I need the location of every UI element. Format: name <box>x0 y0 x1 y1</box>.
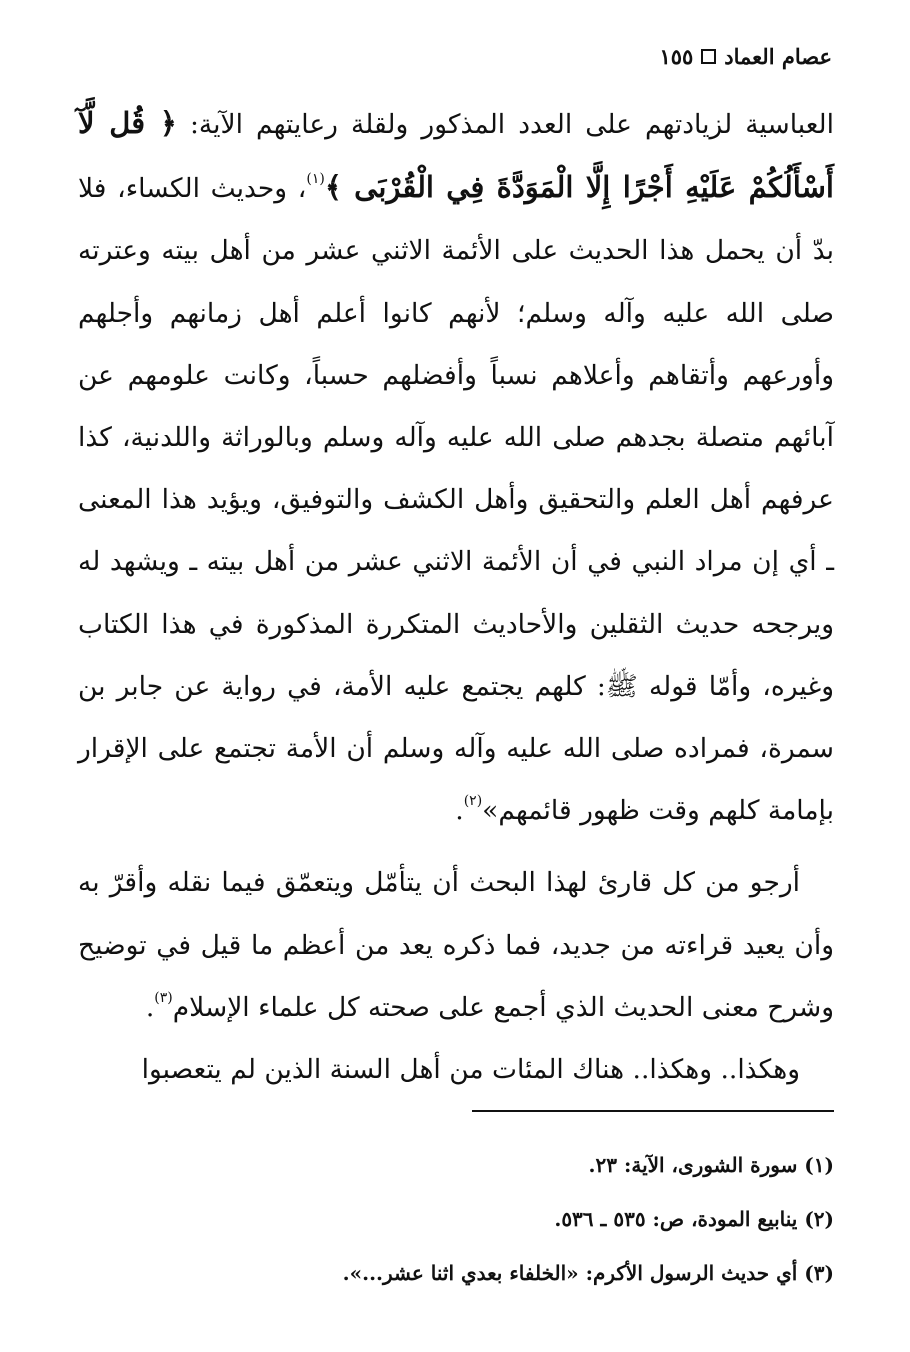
footnote-ref-3[interactable]: (٣) <box>154 989 173 1006</box>
quran-verse: ﴿ قُل لَّآ أَسْأَلُكُمْ عَلَيْهِ أَجْرًا إِلَّا الْمَوَدَّةَ فِي الْقُرْبَى ﴾ <box>78 106 834 205</box>
footnote-2: (٢) ينابيع المودة، ص: ٥٣٥ ـ ٥٣٦. <box>554 1207 834 1231</box>
footnote-ref-1[interactable]: (١) <box>306 171 325 188</box>
separator-square-icon <box>701 49 716 64</box>
paragraph-2 <box>78 852 834 1039</box>
paragraph-1 <box>78 92 834 842</box>
paragraph-1-text-b: ، وحديث الكساء، فلا بدّ أن يحمل هذا الحديث على الأئمة الاثني عشر من أهل بيته وعترته صلى الله عليه وآله وسلم؛ لأنهم كانوا أعلم أهل زمانهم وأجلهم وأورعهم وأتقاهم وأعلاهم نسباً وأفضلهم حسباً، وكانت علومهم عن آبائهم متصلة بجدهم صلى الله عليه وآله وسلم وبالوراثة واللدنية، كذا عرفهم أهل العلم والتحقيق وأهل الكشف والتوفيق، ويؤيد هذا المعنى ـ أي إن مراد النبي في أن الأئمة الاثني عشر من أهل بيته ـ ويشهد له ويرجحه حديث الثقلين والأحاديث المتكررة المذكورة في هذا الكتاب وغيره، وأمّا قوله ﷺ: كلهم يجتمع عليه الأمة، في رواية عن جابر بن سمرة، فمراده صلى الله عليه وآله وسلم أن الأمة تجتمع على الإقرار بإمامة كلهم وقت ظهور قائمهم» <box>78 173 834 827</box>
footnote-1: (١) سورة الشورى، الآية: ٢٣. <box>588 1153 834 1177</box>
paragraph-1-text-c: . <box>455 795 464 827</box>
footnotes <box>78 1138 834 1300</box>
paragraph-2-text-a: أرجو من كل قارئ لهذا البحث أن يتأمّل ويتعمّق فيما نقله وأقرّ به وأن يعيد قراءته من جديد، فما ذكره يعد من أعظم ما قيل في توضيح وشرح معنى الحديث الذي أجمع على صحته كل علماء الإسلام <box>78 867 834 1023</box>
paragraph-2-text-b: . <box>145 991 155 1023</box>
page-header-title: عصام العماد <box>724 44 832 69</box>
paragraph-1-text-a: العباسية لزيادتهم على العدد المذكور ولقلة رعايتهم الآية: <box>176 109 834 140</box>
footnote-3: (٣) أي حديث الرسول الأكرم: «الخلفاء بعدي اثنا عشر...». <box>342 1261 834 1285</box>
paragraph-3 <box>78 1039 834 1101</box>
book-page <box>78 40 834 1330</box>
main-text <box>78 92 834 1101</box>
paragraph-3-text: وهكذا.. وهكذا.. هناك المئات من أهل السنة الذين لم يتعصبوا <box>141 1054 800 1086</box>
page-number: ١٥٥ <box>659 44 694 69</box>
footnote-separator <box>472 1110 834 1112</box>
page-header <box>659 44 832 69</box>
footnote-ref-2[interactable]: (٢) <box>463 793 483 810</box>
